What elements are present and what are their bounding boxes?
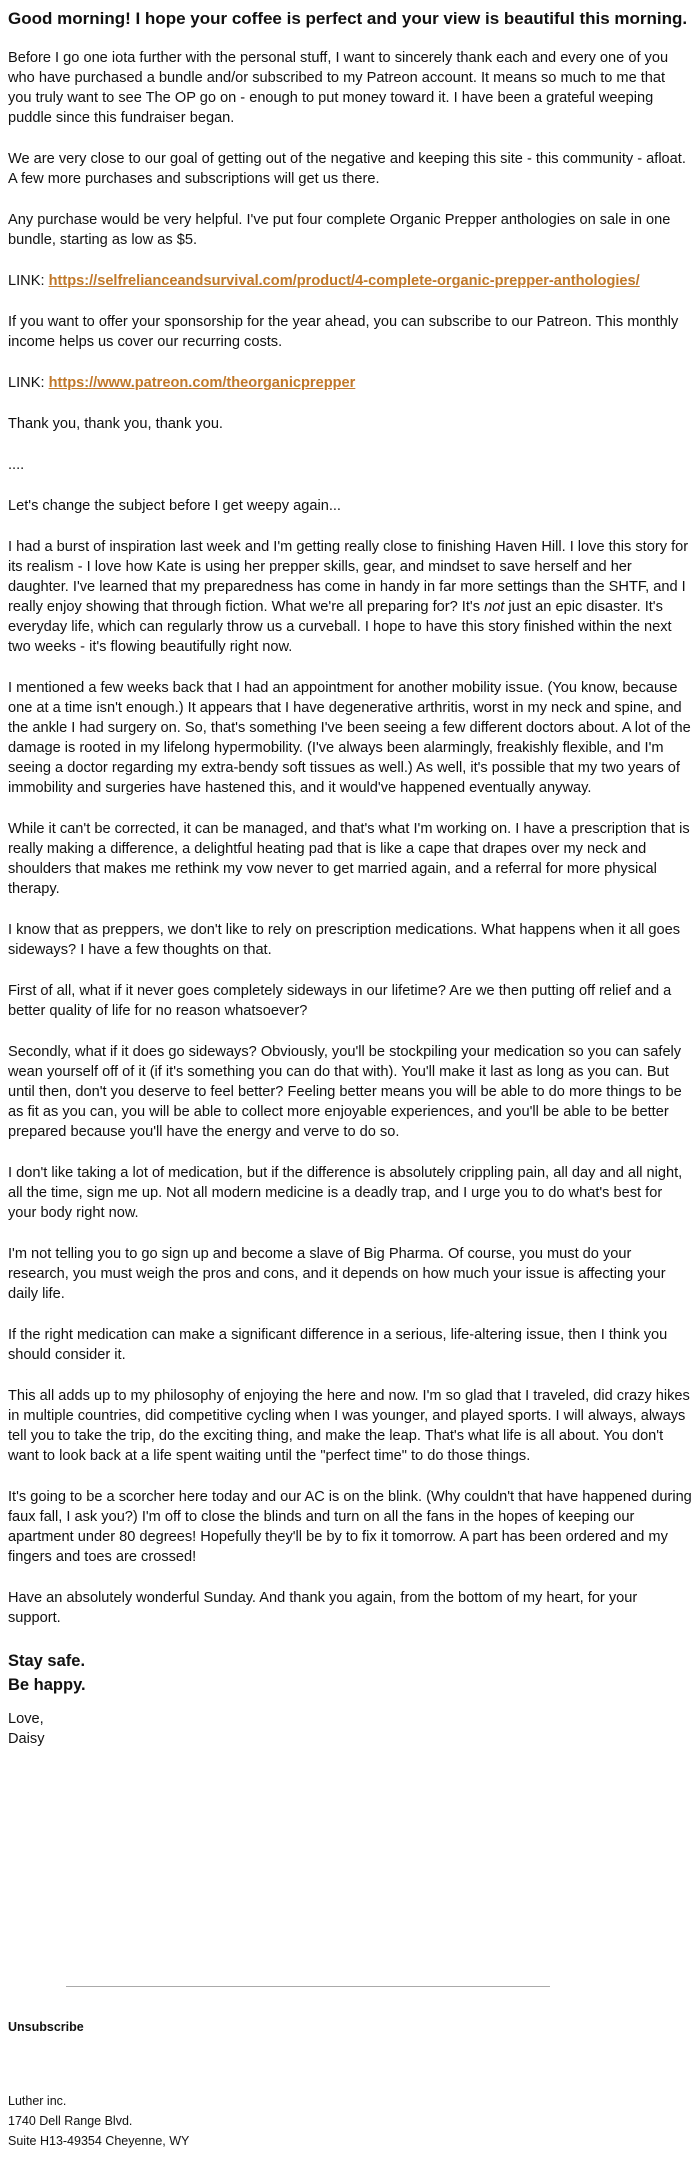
first-of-all-paragraph: First of all, what if it never goes completely sideways in our lifetime? Are we then putting off relief and a better quality of life for no reason whatsoever? (8, 983, 672, 1019)
managed-paragraph: While it can't be corrected, it can be managed, and that's what I'm working on. I have a prescription that is really making a difference, a delightful heating pad that is like a cape that drapes over my neck and shoulders that makes me rethink my vow never to get married again, and a referral for more physical therapy. (8, 821, 690, 897)
signoff (8, 1709, 692, 1749)
company-name: Luther inc. (8, 2094, 67, 2108)
closing-motto (8, 1649, 692, 1697)
medication-paragraph: I don't like taking a lot of medication, but if the difference is absolutely crippling pain, all day and all night, all the time, sign me up. Not all modern medicine is a deadly trap, and I urge you to do what's best for your body right now. (8, 1165, 683, 1221)
link-prefix: LINK: (8, 273, 49, 289)
anthologies-link-line (8, 271, 692, 291)
unsubscribe-link[interactable]: Unsubscribe (8, 2020, 84, 2034)
scorcher-paragraph: It's going to be a scorcher here today and our AC is on the blink. (Why couldn't that have happened during faux fall, I ask you?) I'm off to close the blinds and turn on all the fans in the hopes of keeping our apartment under 80 degrees! Hopefully they'll be by to fix it tomorrow. A part has been ordered and my fingers and toes are crossed! (8, 1489, 692, 1565)
secondly-paragraph: Secondly, what if it does go sideways? Obviously, you'll be stockpiling your medication so you can safely wean yourself off of it (if it's something you can do that with). You'll make it last as long as you can. But until then, don't you deserve to feel better? Feeling better means you will be able to do more things to be as fit as you can, you will be able to collect more enjoyable experiences, and you'll be able to be better prepared because you'll have the energy and verve to do so. (8, 1044, 682, 1140)
haven-hill-text-a: I had a burst of inspiration last week and I'm getting really close to finishing Haven Hill. I love this story for its realism - I love how Kate is using her prepper skills, gear, and mindset to save herself and her daughter. I've learned that my preparedness has come in handy in far more settings than the SHTF, and I really enjoy showing that through fiction. What we're all preparing for? It's (8, 539, 689, 615)
philosophy-paragraph: This all adds up to my philosophy of enjoying the here and now. I'm so glad that I traveled, did crazy hikes in multiple countries, did competitive cycling when I was younger, and played sports. I will always, always tell you to take the trip, do the exciting thing, and make the leap. That's what life is all about. You don't want to look back at a life spent waiting until the "perfect time" to do those things. (8, 1388, 690, 1464)
haven-hill-text-b: just an epic disaster. It's everyday life, which can regularly throw us a curveball. I hope to have this story finished within the next two weeks - it's flowing beautifully right now. (8, 599, 672, 655)
signoff-name: Daisy (8, 1731, 45, 1747)
greeting-heading: Good morning! I hope your coffee is perfect and your view is beautiful this morning. (8, 9, 688, 28)
consider-paragraph: If the right medication can make a significant difference in a serious, life-altering issue, then I think you should consider it. (8, 1327, 668, 1363)
emphasis-not: not (484, 599, 505, 615)
stay-safe-line: Stay safe. (8, 1652, 86, 1670)
thank-you-paragraph: Thank you, thank you, thank you. (8, 416, 223, 432)
change-subject-paragraph: Let's change the subject before I get weepy again... (8, 498, 341, 514)
patreon-link[interactable]: https://www.patreon.com/theorganicprepper (48, 375, 356, 391)
sunday-paragraph: Have an absolutely wonderful Sunday. And thank you again, from the bottom of my heart, for your support. (8, 1590, 638, 1626)
ellipsis-separator: .... (8, 457, 25, 473)
anthologies-link[interactable]: https://selfrelianceandsurvival.com/product/4-complete-organic-prepper-anthologies/ (48, 273, 640, 289)
link-prefix: LINK: (8, 375, 49, 391)
address-line-1: 1740 Dell Range Blvd. (8, 2114, 133, 2128)
patreon-paragraph: If you want to offer your sponsorship for the year ahead, you can subscribe to our Patreon. This monthly income helps us cover our recurring costs. (8, 314, 679, 350)
haven-hill-paragraph (8, 537, 692, 657)
footer-address (8, 2091, 189, 2151)
big-pharma-paragraph: I'm not telling you to go sign up and become a slave of Big Pharma. Of course, you must do your research, you must weigh the pros and cons, and it depends on how much your issue is affecting your daily life. (8, 1246, 666, 1302)
address-line-2: Suite H13-49354 Cheyenne, WY (8, 2134, 190, 2148)
preppers-paragraph: I know that as preppers, we don't like to rely on prescription medications. What happens when it all goes sideways? I have a few thoughts on that. (8, 922, 681, 958)
patreon-link-line (8, 373, 692, 393)
thanks-paragraph: Before I go one iota further with the personal stuff, I want to sincerely thank each and every one of you who have purchased a bundle and/or subscribed to my Patreon account. It means so much to me that you truly want to see The OP go on - enough to put money toward it. I have been a grateful weeping puddle since this fundraiser began. (8, 50, 669, 126)
signoff-love: Love, (8, 1711, 44, 1727)
purchase-paragraph: Any purchase would be very helpful. I've put four complete Organic Prepper anthologies on sale in one bundle, starting as low as $5. (8, 212, 671, 248)
footer-divider (66, 1986, 550, 1987)
mobility-paragraph: I mentioned a few weeks back that I had an appointment for another mobility issue. (You know, because one at a time isn't enough.) It appears that I have degenerative arthritis, worst in my neck and spine, and the ankle I had surgery on. So, that's something I've been seeing a few different doctors about. A lot of the damage is rooted in my lifelong hypermobility. (I've always been alarmingly, freakishly flexible, and I'm seeing a doctor regarding my extra-bendy soft tissues as well.) As well, it's possible that my two years of immobility and surgeries have hastened this, and it would've happened eventually anyway. (8, 680, 691, 796)
goal-paragraph: We are very close to our goal of getting out of the negative and keeping this site - this community - afloat. A few more purchases and subscriptions will get us there. (8, 151, 686, 187)
be-happy-line: Be happy. (8, 1676, 86, 1694)
